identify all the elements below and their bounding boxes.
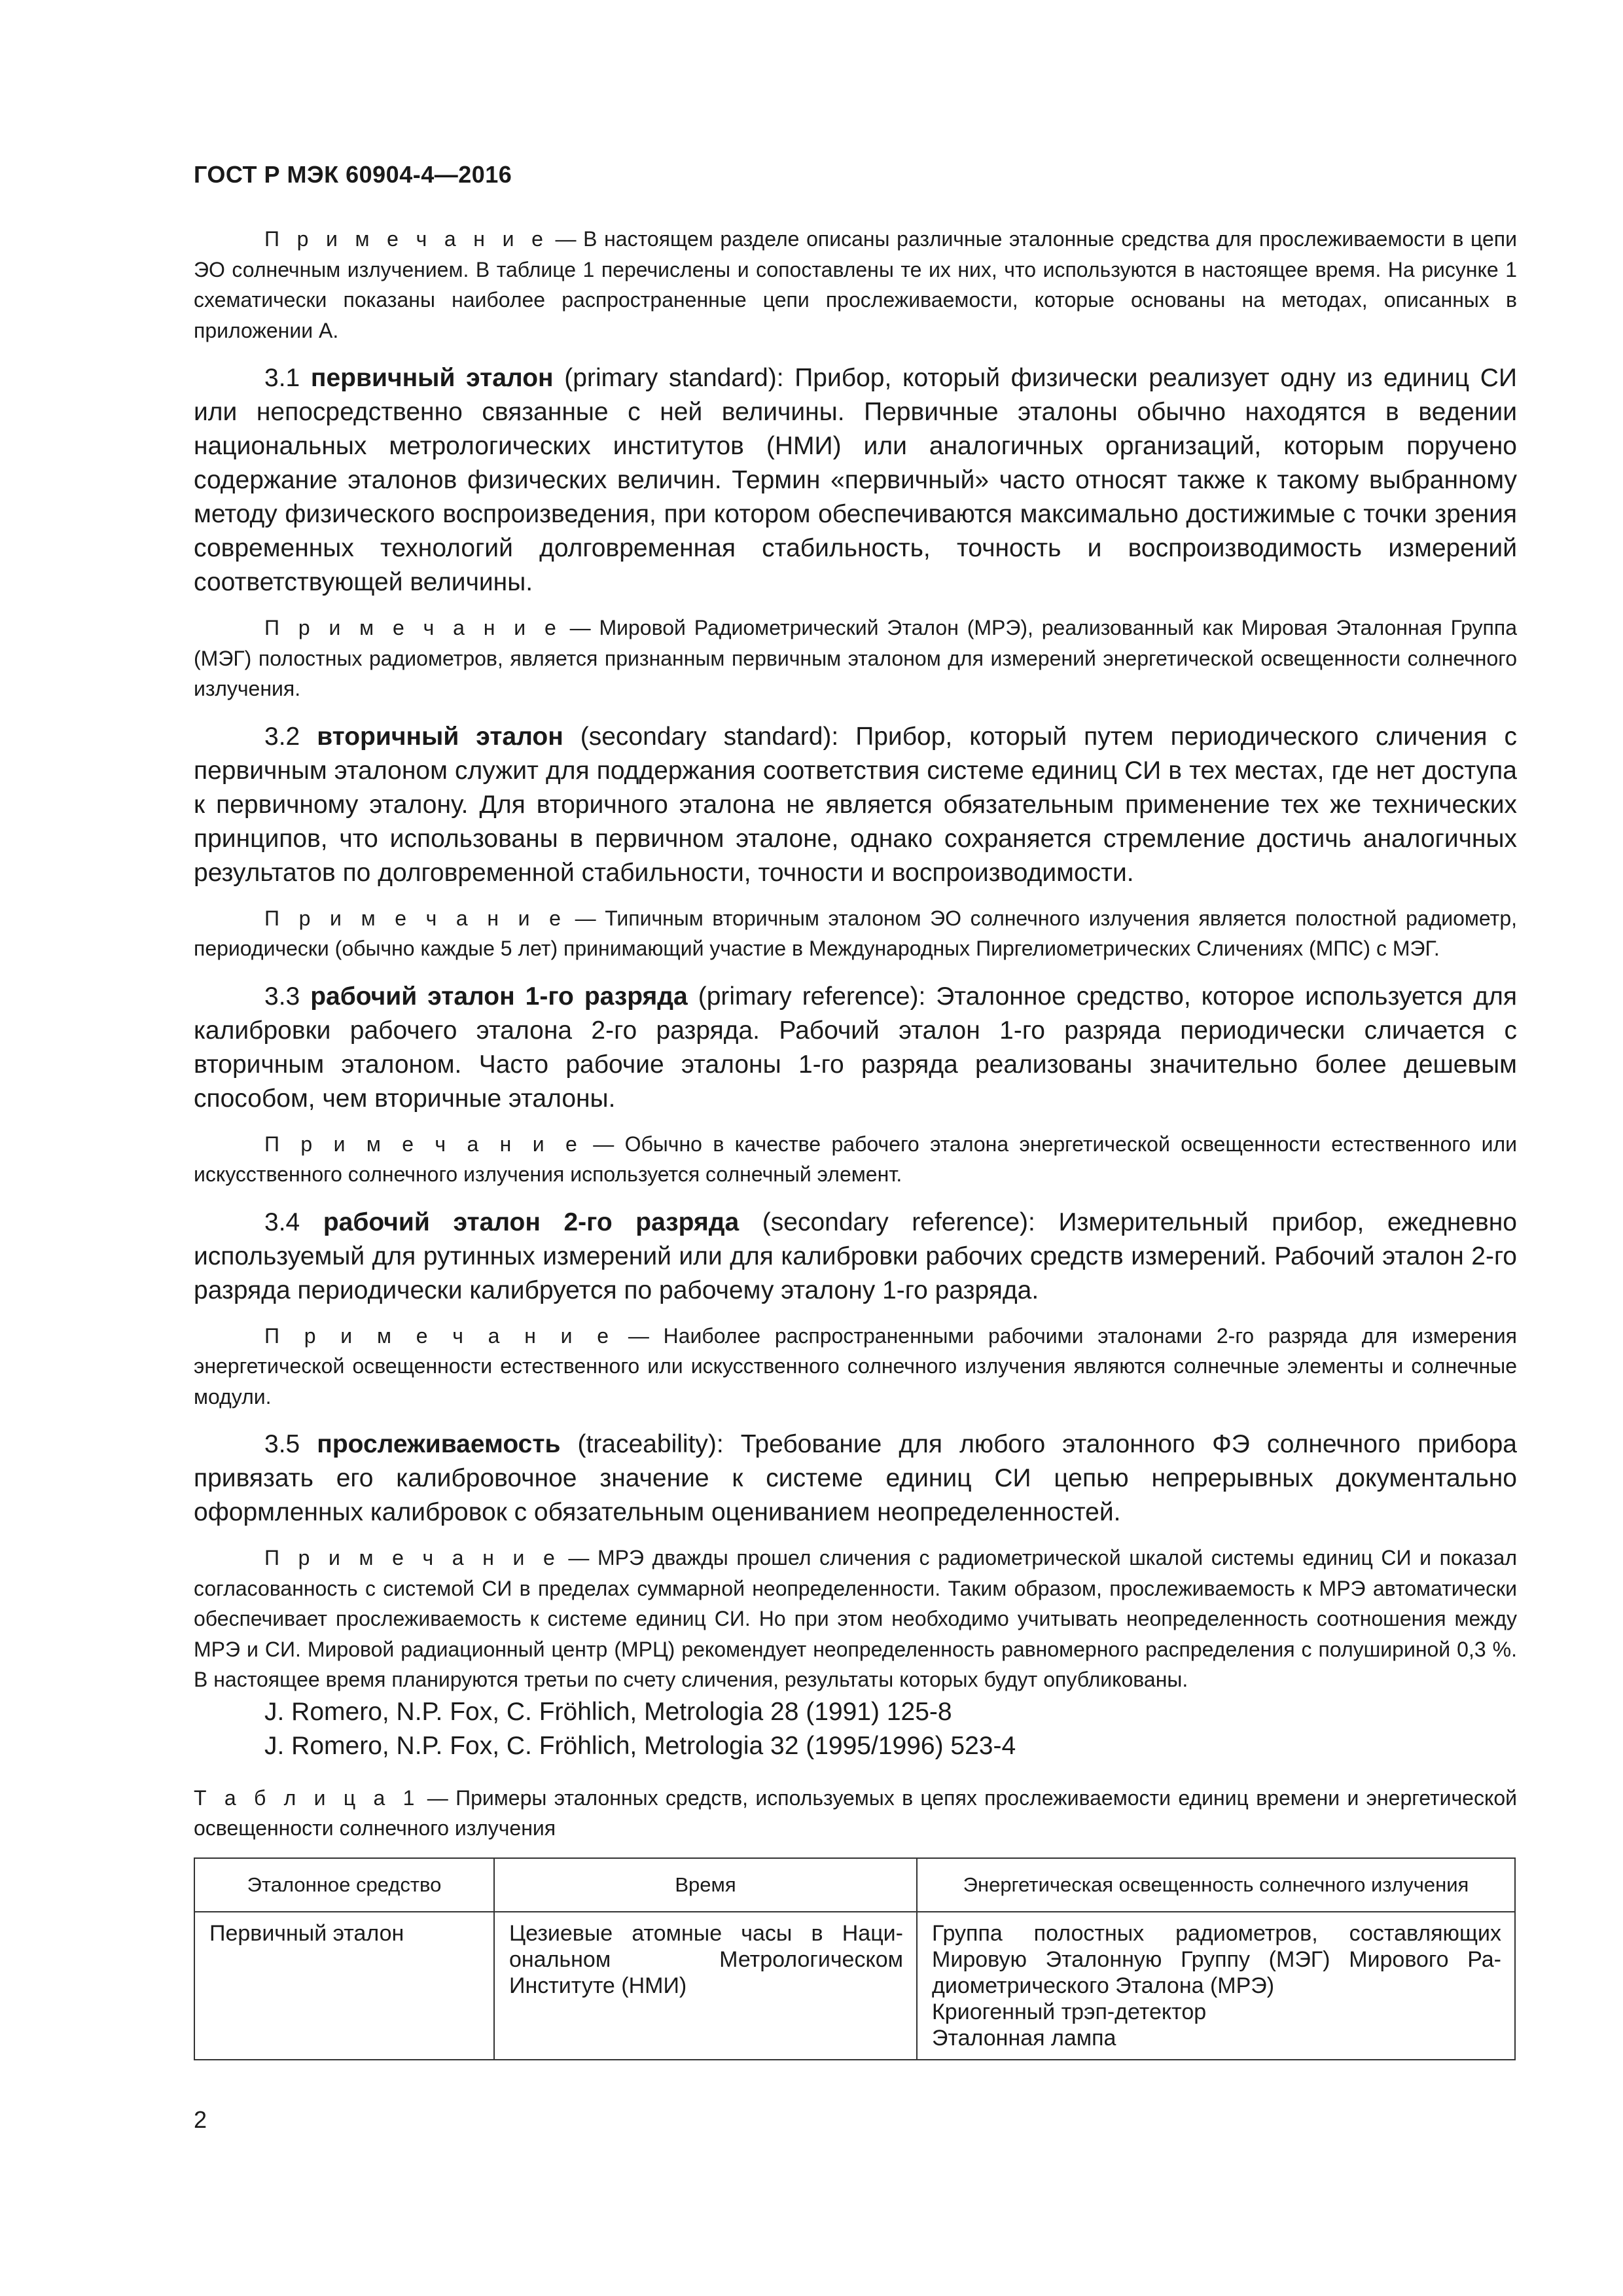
table-cell-standard: Первичный эталон — [194, 1912, 494, 2060]
note-label: П р и м е ч а н и е — [264, 906, 566, 930]
cell-line: Цезиевые атомные часы в Наци- — [509, 1920, 903, 1946]
document-header: ГОСТ Р МЭК 60904-4—2016 — [194, 161, 512, 188]
intro-note — [194, 224, 1517, 346]
term-definition — [194, 1427, 1517, 1530]
note-label: П р и м е ч а н и е — [264, 1323, 615, 1348]
term-definition — [194, 1206, 1517, 1308]
reference: J. Romero, N.P. Fox, C. Fröhlich, Metrologia 32 (1995/1996) 523-4 — [264, 1731, 1016, 1760]
cell-line: Мировую Эталонную Группу (МЭГ) Мирового Ра- — [932, 1946, 1501, 1972]
cell-line: ональном Метрологическом — [509, 1946, 903, 1972]
table-header-cell: Время — [494, 1858, 917, 1912]
page-number: 2 — [194, 2106, 207, 2133]
term-text: (traceability): Требование для любого эталонного ФЭ солнечного прибора привязать его калибровочное значение к системе единиц СИ цепью непрерывных документально оформленных калибровок с обязательным оцениванием неопределенностей. — [194, 1430, 1517, 1526]
term-note — [194, 613, 1517, 704]
note-text: — Типичным вторичным эталоном ЭО солнечного излучения является полостной радиометр, периодически (обычно каждые 5 лет) принимающий участие в Международных Пиргелиометрических Сличениях (МПС) с МЭГ. — [194, 906, 1518, 960]
note-text: — Обычно в качестве рабочего эталона энергетической освещенности естественного или искусственного солнечного излучения используется солнечный элемент. — [194, 1132, 1517, 1186]
term-name: вторичный эталон — [317, 722, 563, 751]
term-number: 3.5 — [264, 1430, 317, 1458]
cell-line: Институте (НМИ) — [509, 1973, 687, 1998]
table-caption-text: — Примеры эталонных средств, используемых в цепях прослеживаемости единиц времени и энергетической освещенности солнечного излучения — [194, 1785, 1518, 1840]
note-text: — В настоящем разделе описаны различные эталонные средства для прослеживаемости в цепи ЭО солнечным излучением. В таблице 1 перечислены и сопоставлены те их них, что используются в настоящее время. На рисунке 1 схематически показаны наиболее распространенные цепи прослеживаемости, которые основаны на методах, описанных в приложении А. — [194, 227, 1518, 342]
term-number: 3.2 — [264, 722, 317, 751]
term-name: первичный эталон — [310, 364, 554, 392]
note-text: — МРЭ дважды прошел сличения с радиометрической шкалой системы единиц СИ и показал согласованность с системой СИ в пределах суммарной неопределенности. Таким образом, прослеживаемость к МРЭ автоматически обеспечивает прослеживаемость к системе единиц СИ. Но при этом необходимо учитывать неопределенность соотношения между МРЭ и СИ. Мировой радиационный центр (МРЦ) рекомендует неопределенность равномерного распределения с полушириной 0,3 %. В настоящее время планируются третьи по счету сличения, результаты которых будут опубликованы. — [194, 1546, 1518, 1691]
term-text: (secondary reference): Измерительный прибор, ежедневно используемый для рутинных измерений или для калибровки рабочих средств измерений. Рабочий эталон 2-го разряда периодически калибруется по рабочему эталону 1-го разряда. — [194, 1208, 1518, 1304]
term-note — [194, 1321, 1517, 1412]
term-text: (secondary standard): Прибор, который путем периодического сличения с первичным эталоном служит для поддержания соответствия системе единиц СИ в тех местах, где нет доступа к первичному эталону. Для вторичного эталона не является обязательным применение тех же технических принципов, что использованы в первичном эталоне, однако сохраняется стремление достичь аналогичных результатов по долговременной стабильности, точности и воспроизводимости. — [194, 722, 1517, 887]
table-header-cell: Энергетическая освещенность солнечного излучения — [917, 1858, 1515, 1912]
term-name: рабочий эталон 1-го разряда — [310, 982, 688, 1011]
term-definition — [194, 720, 1517, 890]
term-definition — [194, 361, 1517, 600]
table-caption-label: Т а б л и ц а 1 — [194, 1785, 420, 1810]
cell-line: диометрического Эталона (МРЭ) — [932, 1973, 1275, 1998]
cell-line: Группа полостных радиометров, составляющих — [932, 1920, 1501, 1946]
reference: J. Romero, N.P. Fox, C. Fröhlich, Metrologia 28 (1991) 125-8 — [264, 1697, 952, 1726]
term-note — [194, 1129, 1517, 1190]
table-row — [194, 1912, 1515, 2060]
note-label: П р и м е ч а н и е — [264, 1132, 582, 1156]
cell-line: Криогенный трэп-детектор — [932, 1999, 1207, 2024]
note-label: П р и м е ч а н и е — [264, 227, 548, 251]
cell-line: Эталонная лампа — [932, 2025, 1116, 2051]
term-definition — [194, 980, 1517, 1116]
table-header-row — [194, 1858, 1515, 1912]
document-content — [194, 224, 1517, 2060]
term-number: 3.1 — [264, 364, 311, 392]
term-note — [194, 903, 1517, 964]
table-cell-time — [494, 1912, 917, 2060]
term-number: 3.4 — [264, 1208, 323, 1236]
note-text: — Мировой Радиометрический Эталон (МРЭ), реализованный как Мировая Эталонная Группа (МЭГ) полостных радиометров, является признанным первичным эталоном для измерений энергетической освещенности солнечного излучения. — [194, 616, 1518, 700]
note-label: П р и м е ч а н и е — [264, 616, 562, 639]
term-name: рабочий эталон 2-го разряда — [323, 1208, 740, 1236]
table-caption — [194, 1783, 1517, 1843]
table-header-cell: Эталонное средство — [194, 1858, 494, 1912]
term-text: (primary standard): Прибор, который физически реализует одну из единиц СИ или непосредственно связанные с ней величины. Первичные эталоны обычно находятся в ведении национальных метрологических институтов (НМИ) или аналогичных организаций, которым поручено содержание эталонов физических величин. Термин «первичный» часто относят также к такому выбранному методу физического воспроизведения, при котором обеспечиваются максимально достижимые с точки зрения современных технологий долговременная стабильность, точность и воспроизводимость измерений соответствующей величины. — [194, 364, 1517, 596]
term-text: (primary reference): Эталонное средство, которое используется для калибровки рабочего эталона 2-го разряда. Рабочий эталон 1-го разряда периодически сличается с вторичным эталоном. Часто рабочие эталоны 1-го разряда реализованы значительно более дешевым способом, чем вторичные эталоны. — [194, 982, 1517, 1113]
term-number: 3.3 — [264, 982, 311, 1011]
note-text: — Наиболее распространенными рабочими эталонами 2-го разряда для измерения энергетической освещенности естественного или искусственного солнечного излучения являются солнечные элементы и солнечные модули. — [194, 1323, 1517, 1408]
reference-standards-table — [194, 1857, 1516, 2060]
table-cell-irradiance — [917, 1912, 1515, 2060]
term-name: прослеживаемость — [317, 1430, 561, 1458]
note-label: П р и м е ч а н и е — [264, 1546, 560, 1570]
term-note — [194, 1543, 1517, 1695]
